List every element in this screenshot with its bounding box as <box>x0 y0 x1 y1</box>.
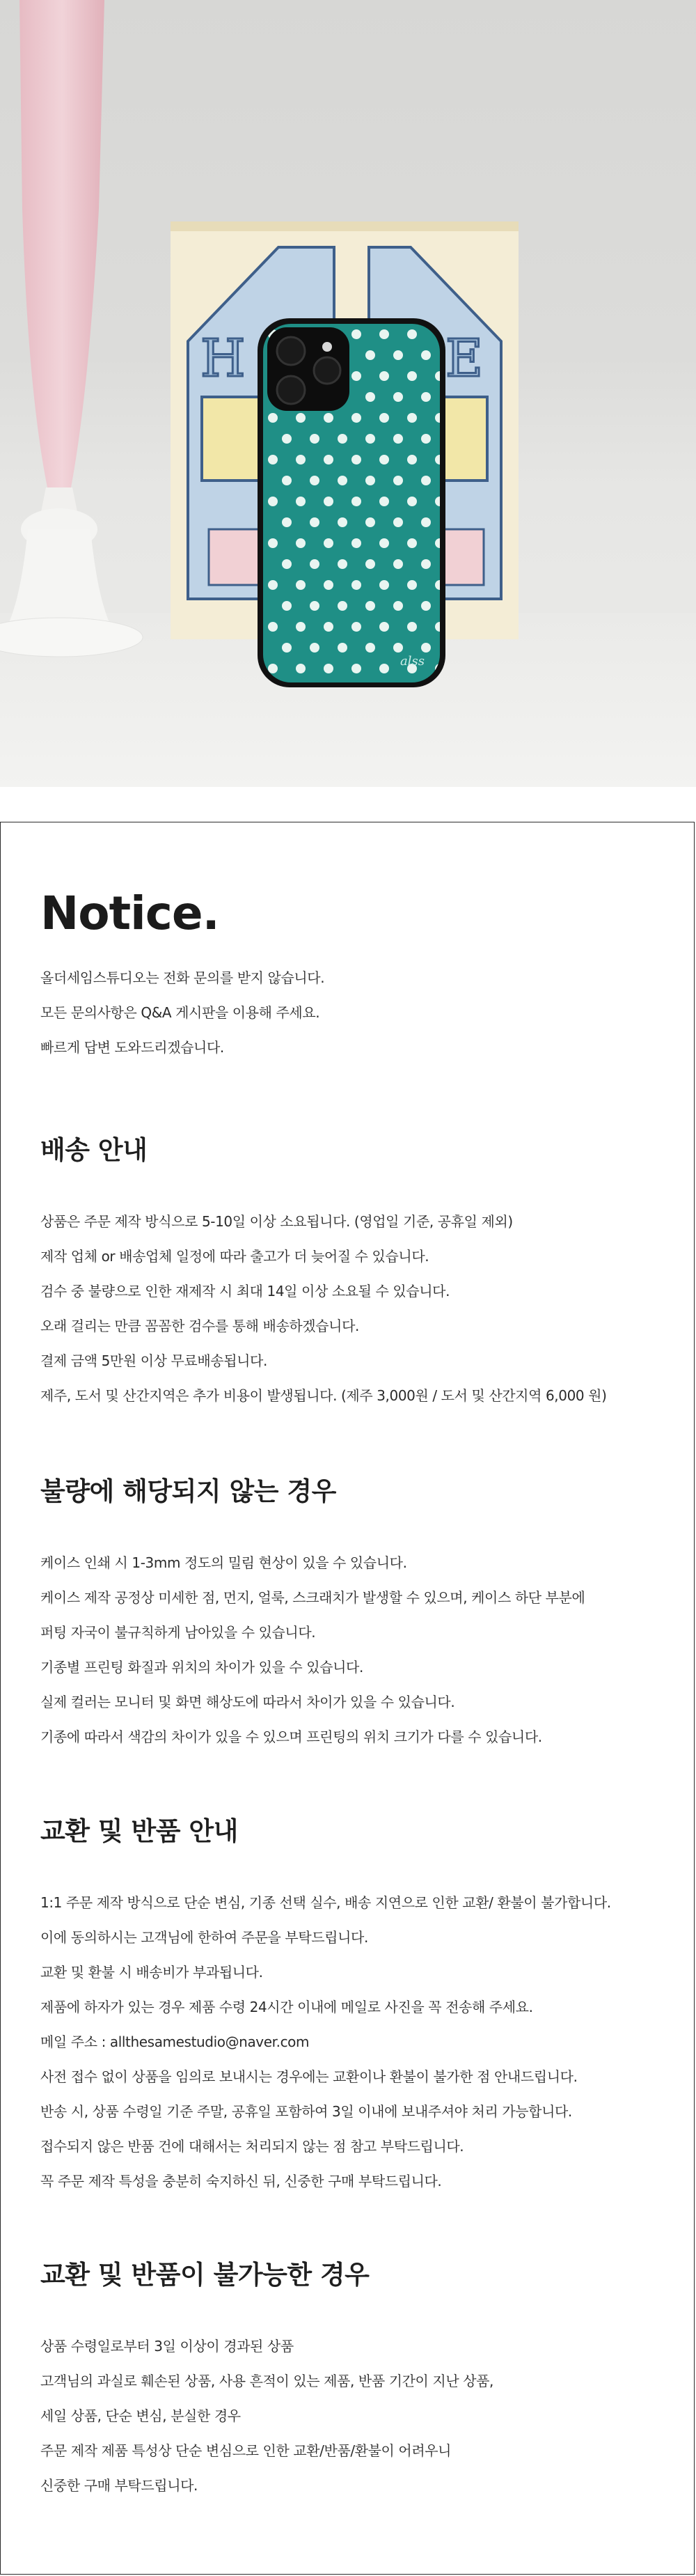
case-dot <box>379 455 389 465</box>
case-dot <box>365 517 375 527</box>
case-dot <box>421 601 431 611</box>
case-dot <box>351 413 361 423</box>
case-dot <box>407 497 417 506</box>
case-dot <box>324 622 333 632</box>
section-line: 상품 수령일로부터 3일 이상이 경과된 상품 <box>40 2338 294 2355</box>
case-dot <box>365 643 375 653</box>
case-dot <box>351 580 361 590</box>
vase <box>0 0 143 657</box>
section-line: 검수 중 불량으로 인한 재제작 시 최대 14일 이상 소요될 수 있습니다. <box>40 1283 450 1299</box>
case-dot <box>407 538 417 548</box>
case-dot <box>421 350 431 360</box>
phone-case <box>258 318 445 687</box>
case-dot <box>351 455 361 465</box>
case-dot <box>282 434 292 444</box>
case-dot <box>338 643 347 653</box>
case-dot <box>421 517 431 527</box>
case-dot <box>338 517 347 527</box>
shipping-section <box>40 1129 667 1413</box>
case-dot <box>421 434 431 444</box>
case-dot <box>268 413 278 423</box>
section-line: 기종별 프린팅 화질과 위치의 차이가 있을 수 있습니다. <box>40 1659 363 1676</box>
case-dot <box>393 392 403 402</box>
notice-box <box>0 822 695 2575</box>
case-dot <box>296 413 306 423</box>
svg-text:E: E <box>445 329 484 389</box>
svg-text:H: H <box>200 329 246 389</box>
case-dot <box>393 350 403 360</box>
case-dot <box>338 434 347 444</box>
section-line: 기종에 따라서 색감의 차이가 있을 수 있으며 프린팅의 위치 크기가 다를 수 있습니다. <box>40 1728 542 1745</box>
section-line: 상품은 주문 제작 방식으로 5-10일 이상 소요됩니다. (영업일 기준, 공휴일 제외) <box>40 1213 513 1230</box>
case-dot <box>379 497 389 506</box>
case-dot <box>296 538 306 548</box>
case-dot <box>296 664 306 673</box>
section-line: 사전 접수 없이 상품을 임의로 보내시는 경우에는 교환이나 환불이 불가한 점 안내드립니다. <box>40 2068 578 2085</box>
case-dot <box>351 622 361 632</box>
section-heading: 배송 안내 <box>40 1135 148 1165</box>
case-dot <box>379 538 389 548</box>
spacer <box>0 787 696 822</box>
case-dot <box>282 559 292 569</box>
case-dot <box>393 601 403 611</box>
section-heading: 교환 및 반품 안내 <box>40 1816 238 1846</box>
section-line: 케이스 제작 공정상 미세한 점, 먼지, 얼룩, 스크래치가 발생할 수 있으며, 케이스 하단 부분에 <box>40 1589 585 1606</box>
case-dot <box>407 580 417 590</box>
section-line: 결제 금액 5만원 이상 무료배송됩니다. <box>40 1352 267 1369</box>
case-dot <box>379 329 389 339</box>
case-dot <box>351 329 361 339</box>
case-dot <box>296 622 306 632</box>
case-dot <box>393 517 403 527</box>
case-dot <box>379 580 389 590</box>
case-dot <box>421 643 431 653</box>
case-dot <box>296 455 306 465</box>
section-line: 1:1 주문 제작 방식으로 단순 변심, 기종 선택 실수, 배송 지연으로 인한 교환/ 환불이 불가합니다. <box>40 1894 611 1911</box>
case-dot <box>338 601 347 611</box>
exchange-return-section <box>40 1810 667 2199</box>
case-dot <box>324 413 333 423</box>
non-returnable-section <box>40 2254 667 2503</box>
case-dot <box>310 643 319 653</box>
case-dot <box>407 329 417 339</box>
case-dot <box>324 497 333 506</box>
section-line: 이에 동의하시는 고객님에 한하여 주문을 부탁드립니다. <box>40 1929 368 1946</box>
section-line: 제작 업체 or 배송업체 일정에 따라 출고가 더 늦어질 수 있습니다. <box>40 1248 429 1265</box>
case-dot <box>379 622 389 632</box>
case-dot <box>351 538 361 548</box>
section-line: 신중한 구매 부탁드립니다. <box>40 2477 198 2494</box>
section-line: 세일 상품, 단순 변심, 분실한 경우 <box>40 2407 241 2424</box>
case-dot <box>268 622 278 632</box>
case-dot <box>338 476 347 485</box>
section-line: 메일 주소 : allthesamestudio@naver.com <box>40 2034 310 2050</box>
case-dot <box>268 664 278 673</box>
case-dot <box>421 559 431 569</box>
section-line: 제주, 도서 및 산간지역은 추가 비용이 발생됩니다. (제주 3,000원 / 도서 및 산간지역 6,000 원) <box>40 1387 607 1404</box>
case-dot <box>379 664 389 673</box>
case-dot <box>365 559 375 569</box>
case-dot <box>282 476 292 485</box>
case-dot <box>282 643 292 653</box>
case-dot <box>338 559 347 569</box>
case-dot <box>379 413 389 423</box>
case-dot <box>365 350 375 360</box>
section-line: 반송 시, 상품 수령일 기준 주말, 공휴일 포함하여 3일 이내에 보내주셔야 처리 가능합니다. <box>40 2103 572 2120</box>
section-line: 퍼팅 자국이 불규칙하게 남아있을 수 있습니다. <box>40 1624 316 1641</box>
section-line: 실제 컬러는 모니터 및 화면 해상도에 따라서 차이가 있을 수 있습니다. <box>40 1694 455 1710</box>
case-dot <box>310 517 319 527</box>
case-dot <box>407 371 417 381</box>
case-dot <box>351 497 361 506</box>
section-line: 고객님의 과실로 훼손된 상품, 사용 흔적이 있는 제품, 반품 기간이 지난 상품, <box>40 2373 494 2389</box>
case-dot <box>324 580 333 590</box>
case-dot <box>365 476 375 485</box>
section-line: 교환 및 환불 시 배송비가 부과됩니다. <box>40 1964 263 1981</box>
section-heading: 교환 및 반품이 불가능한 경우 <box>40 2260 370 2290</box>
case-dot <box>268 580 278 590</box>
intro-section <box>40 960 667 1065</box>
notice-title: Notice. <box>40 887 219 940</box>
case-dot <box>268 538 278 548</box>
case-dot <box>268 455 278 465</box>
case-dot <box>310 476 319 485</box>
non-defect-section <box>40 1470 667 1754</box>
intro-line: 올더세임스튜디오는 전화 문의를 받지 않습니다. <box>40 969 325 986</box>
case-dot <box>421 476 431 485</box>
case-dot <box>407 455 417 465</box>
case-dot <box>351 664 361 673</box>
case-dot <box>324 664 333 673</box>
section-line: 케이스 인쇄 시 1-3mm 정도의 밀림 현상이 있을 수 있습니다. <box>40 1554 407 1571</box>
case-dot <box>282 517 292 527</box>
case-dot <box>268 497 278 506</box>
case-dot <box>310 434 319 444</box>
case-dot <box>365 601 375 611</box>
section-line: 접수되지 않은 반품 건에 대해서는 처리되지 않는 점 참고 부탁드립니다. <box>40 2138 464 2155</box>
case-dot <box>324 538 333 548</box>
case-dot <box>407 413 417 423</box>
section-line: 꼭 주문 제작 특성을 충분히 숙지하신 뒤, 신중한 구매 부탁드립니다. <box>40 2173 442 2189</box>
case-dot <box>393 476 403 485</box>
case-dot <box>296 580 306 590</box>
section-line: 제품에 하자가 있는 경우 제품 수령 24시간 이내에 메일로 사진을 꼭 전송해 주세요. <box>40 1999 533 2015</box>
case-dot <box>365 434 375 444</box>
case-dot <box>324 455 333 465</box>
case-dot <box>365 392 375 402</box>
product-photo-illustration <box>0 0 696 787</box>
case-dot <box>421 392 431 402</box>
case-logo: alss <box>400 654 425 669</box>
intro-line: 모든 문의사항은 Q&A 게시판을 이용해 주세요. <box>40 1004 320 1021</box>
case-dot <box>351 371 361 381</box>
section-line: 오래 걸리는 만큼 꼼꼼한 검수를 통해 배송하겠습니다. <box>40 1318 359 1334</box>
case-dot <box>407 622 417 632</box>
case-dot <box>310 559 319 569</box>
product-photo <box>0 0 696 787</box>
section-heading: 불량에 해당되지 않는 경우 <box>40 1476 336 1506</box>
case-dot <box>393 434 403 444</box>
section-line: 주문 제작 제품 특성상 단순 변심으로 인한 교환/반품/환불이 어려우니 <box>40 2442 452 2459</box>
case-dot <box>310 601 319 611</box>
case-dot <box>393 559 403 569</box>
case-dot <box>379 371 389 381</box>
case-dot <box>296 497 306 506</box>
case-dot <box>393 643 403 653</box>
intro-line: 빠르게 답변 도와드리겠습니다. <box>40 1039 224 1056</box>
case-dot <box>282 601 292 611</box>
